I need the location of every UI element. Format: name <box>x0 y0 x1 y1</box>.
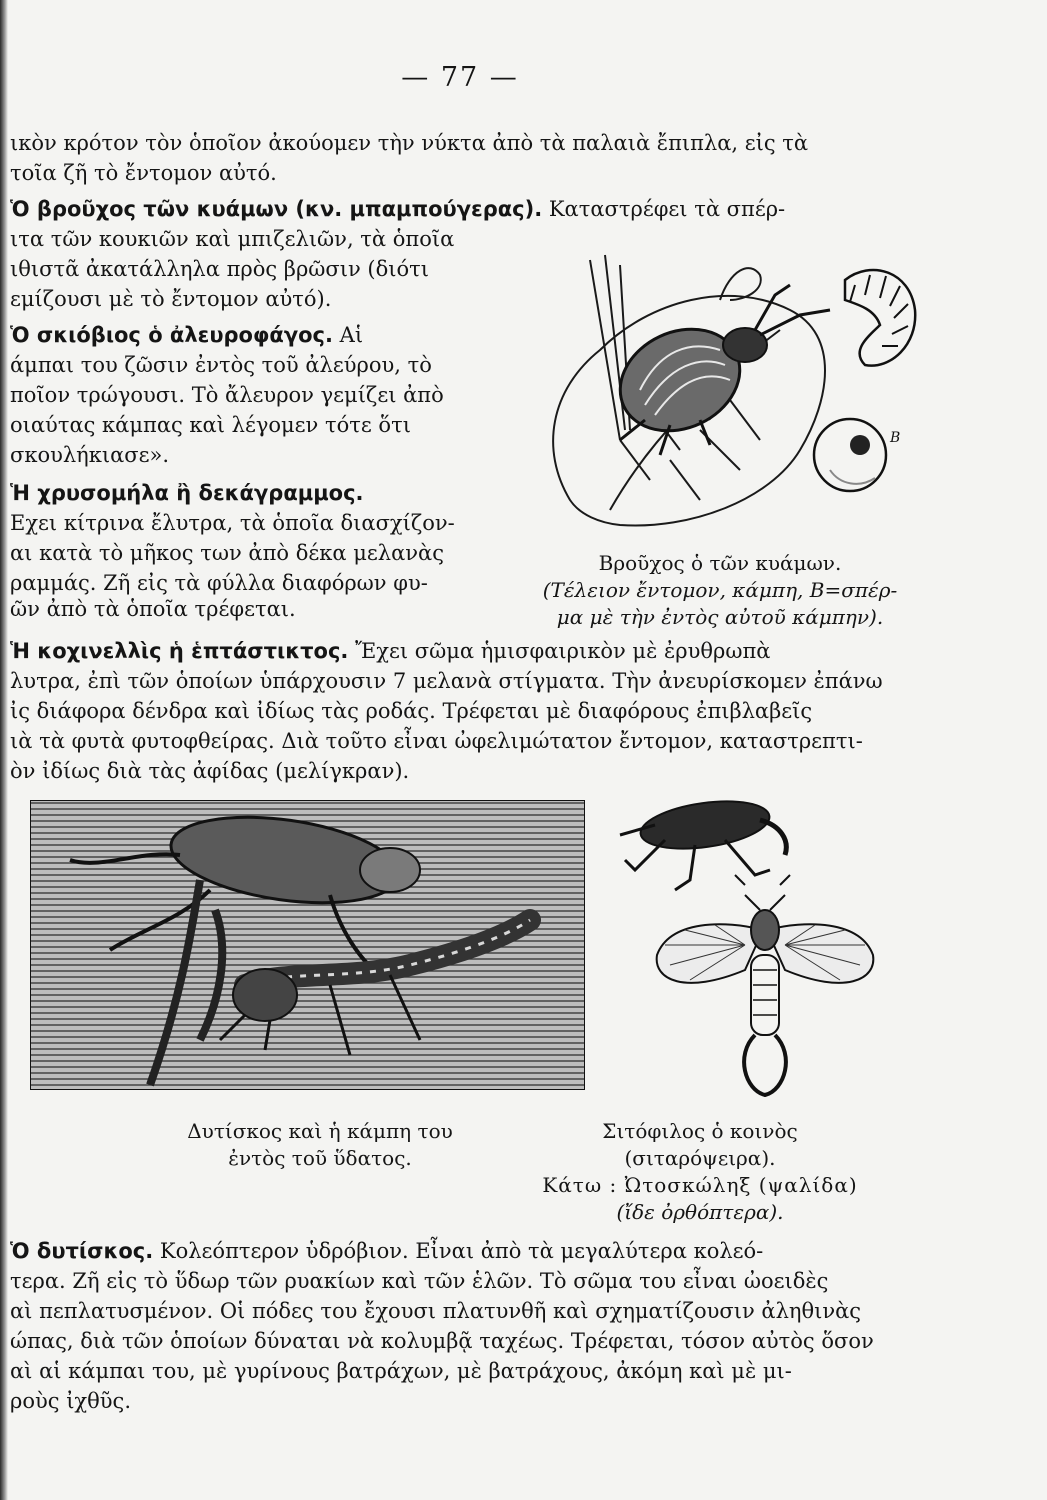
caption-line: Σιτόφιλος ὁ κοινὸς <box>602 1119 798 1143</box>
caption-line: Κάτω : Ὠτοσκώληξ (ψαλίδα) <box>542 1173 858 1197</box>
text-line: ιὰ τὰ φυτὰ φυτοφθείρας. Διὰ τοῦτο εἶναι ὠφελιμώτατον ἔντομον, καταστρεπτι- <box>10 729 863 753</box>
text-line: ώπας, διὰ τῶν ὁποίων δύναται νὰ κολυμβᾷ ταχέως. Τρέφεται, τόσον αὐτὸς ὅσον <box>10 1329 874 1353</box>
text-line: αὶ αἱ κάμπαι του, μὲ γυρίνους βατράχων, μὲ βατράχους, ἀκόμη καὶ μὲ μι- <box>10 1359 792 1383</box>
text-line: ραμμάς. Ζῆ εἰς τὰ φύλλα διαφόρων φυ- <box>10 571 428 595</box>
text-line: άμπαι του ζῶσιν ἐντὸς τοῦ ἀλεύρου, τὸ <box>10 353 432 377</box>
caption-line: Βροῦχος ὁ τῶν κυάμων. <box>598 551 842 575</box>
section-ladybird <box>10 636 771 666</box>
figure-sitophilus-earwig <box>595 780 925 1110</box>
text-line: ὸν ἰδίως διὰ τὰς ἀφίδας (μελίγκραν). <box>10 759 410 783</box>
text-line: ἰς διάφορα δένδρα καὶ ἰδίως τὰς ροδάς. Τρέφεται μὲ διαφόρους ἐπιβλαβεῖς <box>10 699 813 723</box>
caption-sitophilus <box>520 1118 880 1226</box>
caption-line: ἐντὸς τοῦ ὕδατος. <box>228 1146 412 1170</box>
caption-bean-weevil <box>510 550 930 631</box>
caption-line: (σιταρόψειρα). <box>624 1146 776 1170</box>
text-span: Καταστρέφει τὰ σπέρ- <box>542 197 786 221</box>
text-line: αὶ πεπλατυσμένον. Οἱ πόδες του ἔχουσι πλατυνθῆ καὶ σχηματίζουσιν ἀληθινὰς <box>10 1299 862 1323</box>
text-line: τοῖα ζῆ τὸ ἔντομον αὐτό. <box>10 161 277 185</box>
text-span: Αἱ <box>333 323 364 347</box>
section-flour-beetle <box>10 320 363 350</box>
page-number: — 77 — <box>401 62 519 93</box>
text-line: λυτρα, ἐπὶ τῶν ὁποίων ὑπάρχουσιν 7 μελανὰ στίγματα. Τὴν ἀνευρίσκομεν ἐπάνω <box>10 669 883 693</box>
caption-line: Δυτίσκος καὶ ἡ κάμπη του <box>187 1119 453 1143</box>
text-line: ικὸν κρότον τὸν ὁποῖον ἀκούομεν τὴν νύκτα ἀπὸ τὰ παλαιὰ ἔπιπλα, εἰς τὰ <box>10 131 809 155</box>
caption-line: (ἴδε ὀρθόπτερα). <box>616 1200 784 1224</box>
heading-dytiscus: Ὁ δυτίσκος. <box>10 1239 154 1263</box>
section-dytiscus <box>10 1236 763 1266</box>
figure-dytiscus <box>30 800 585 1090</box>
caption-line: (Τέλειον ἔντομον, κάμπη, Β=σπέρ- <box>542 578 898 602</box>
text-line: ιθιστᾶ ἀκατάλληλα πρὸς βρῶσιν (διότι <box>10 257 429 281</box>
heading-ladybird: Ἡ κοχινελλὶς ἡ ἑπτάστικτος. <box>10 639 349 663</box>
caption-dytiscus <box>100 1118 540 1172</box>
text-line: ῶν ἀπὸ τὰ ὁποῖα τρέφεται. <box>10 597 296 621</box>
text-line: Εχει κίτρινα ἔλυτρα, τὰ ὁποῖα διασχίζον- <box>10 511 455 535</box>
text-span: Ἔχει σῶμα ἡμισφαιρικὸν μὲ ἐρυθρωπὰ <box>348 639 771 663</box>
seed-label-b: Β <box>890 430 901 446</box>
sitophilus-earwig-illustration <box>595 780 925 1110</box>
text-line: εμίζουσι μὲ τὸ ἔντομον αὐτό). <box>10 287 332 311</box>
heading-colorado-beetle: Ἡ χρυσομήλα ἢ δεκάγραμμος. <box>10 481 364 505</box>
heading-flour-beetle: Ὁ σκιόβιος ὁ ἀλευροφάγος. <box>10 323 333 347</box>
text-line: οιαύτας κάμπας καὶ λέγομεν τότε ὅτι <box>10 413 411 437</box>
text-line: ιτα τῶν κουκιῶν καὶ μπιζελιῶν, τὰ ὁποῖα <box>10 227 455 251</box>
bean-weevil-illustration <box>530 240 920 550</box>
section-colorado-beetle <box>10 478 364 508</box>
page-binding-edge <box>0 0 8 1500</box>
caption-line: μα μὲ τὴν ἐντὸς αὐτοῦ κάμπην). <box>556 605 884 629</box>
text-line: ποῖον τρώγουσι. Τὸ ἄλευρον γεμίζει ἀπὸ <box>10 383 444 407</box>
figure-bean-weevil <box>530 240 920 550</box>
text-line: σκουλήκιασε». <box>10 443 170 467</box>
text-line: αι κατὰ τὸ μῆκος των ἀπὸ δέκα μελανὰς <box>10 541 444 565</box>
section-bean-weevil <box>10 194 785 224</box>
text-line: τερα. Ζῆ εἰς τὸ ὕδωρ τῶν ρυακίων καὶ τῶν ἑλῶν. Τὸ σῶμα του εἶναι ὠοειδὲς <box>10 1269 829 1293</box>
dytiscus-illustration <box>30 800 585 1090</box>
text-line: ροὺς ἰχθῦς. <box>10 1389 131 1413</box>
heading-bean-weevil: Ὁ βροῦχος τῶν κυάμων (κν. μπαμπούγερας). <box>10 197 543 221</box>
text-span: Κολεόπτερον ὑδρόβιον. Εἶναι ἀπὸ τὰ μεγαλύτερα κολεό- <box>153 1239 764 1263</box>
